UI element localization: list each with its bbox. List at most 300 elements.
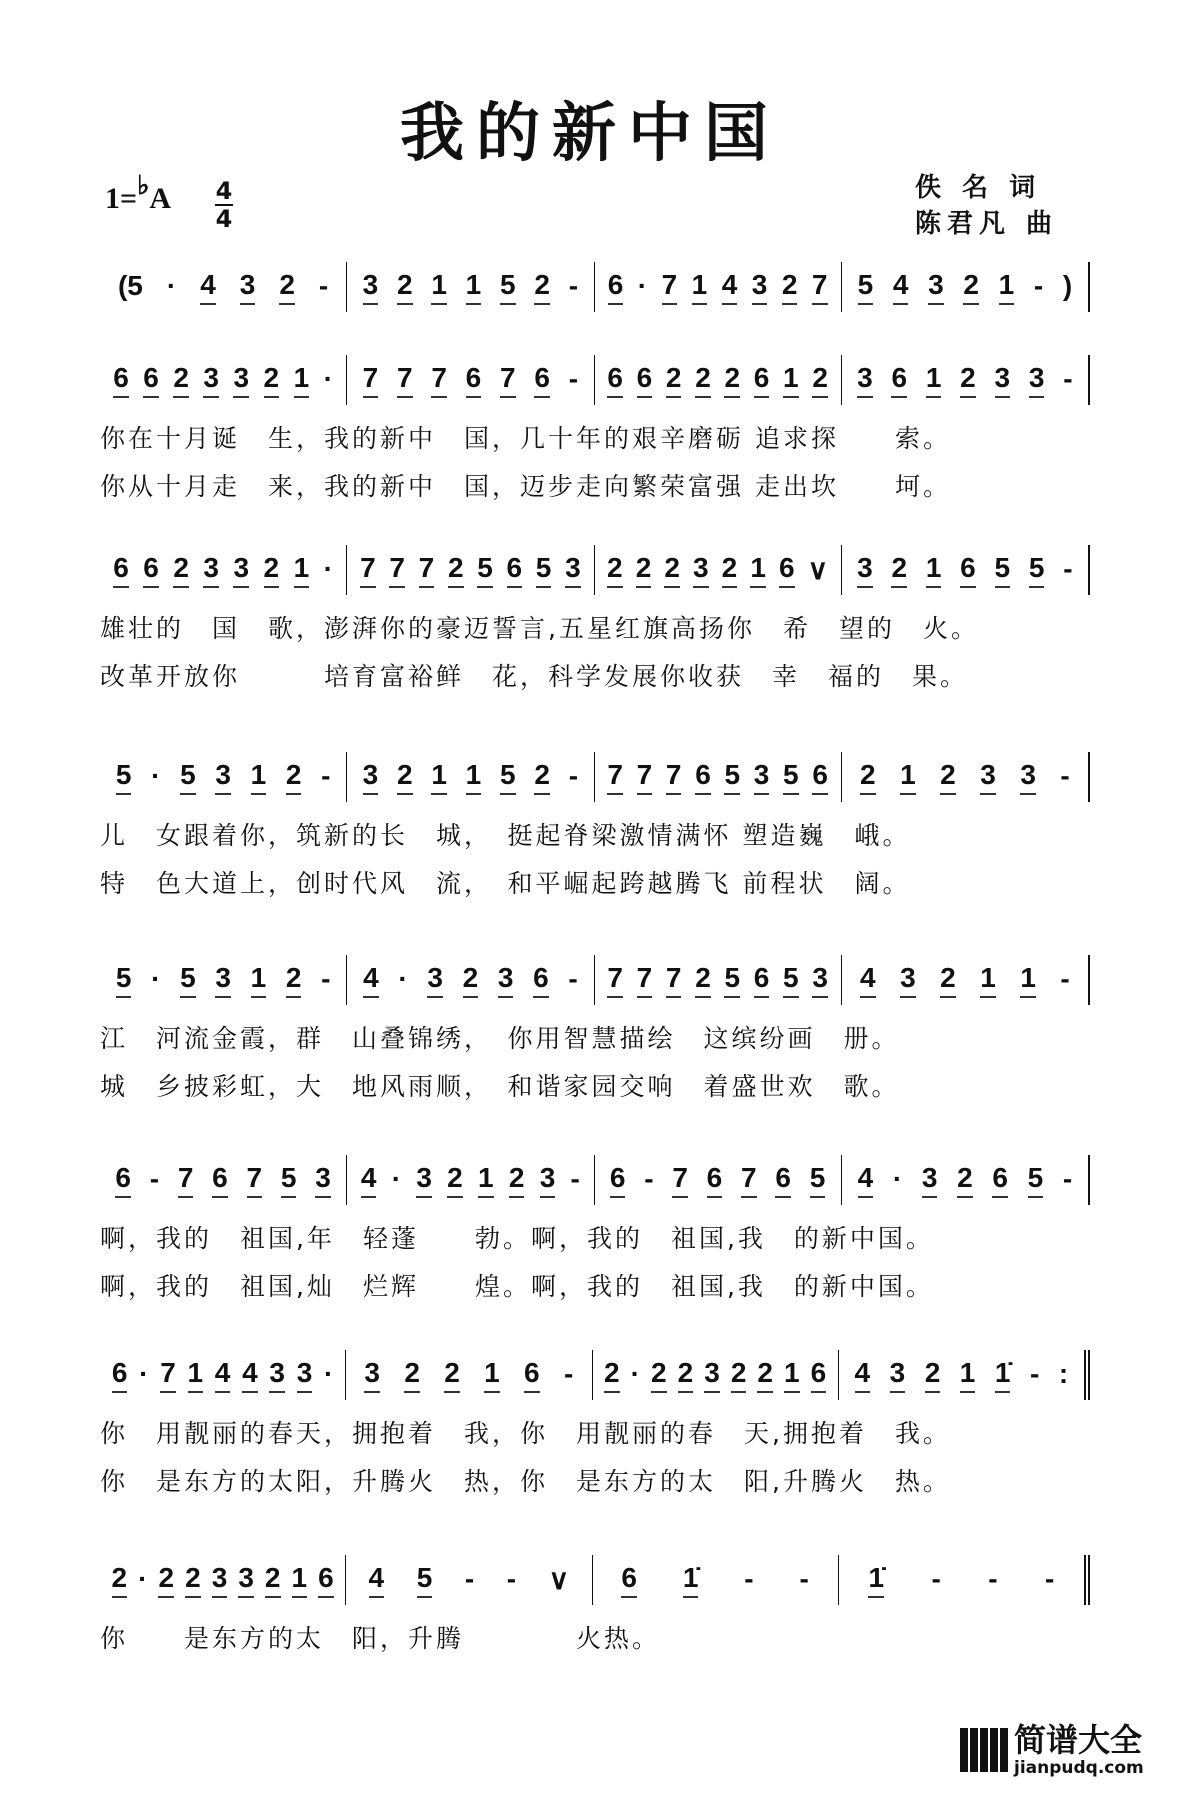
measure	[842, 545, 1088, 595]
lyric-line: 你从十月走 来，我的新中 国，迈步走向繁荣富强 走出坎 坷。	[100, 472, 951, 501]
note: 1	[692, 269, 708, 305]
note: 2	[963, 269, 979, 305]
staff-line	[100, 1155, 1090, 1205]
note: 3	[363, 269, 379, 305]
note: 7	[672, 1162, 688, 1198]
note: ·	[391, 1163, 402, 1194]
note: -	[568, 363, 579, 394]
note: ·	[398, 963, 408, 994]
note: 2	[940, 962, 956, 998]
note: 1̇	[995, 1357, 1011, 1393]
measure	[347, 262, 594, 312]
note: 7	[637, 759, 653, 795]
note: 6	[507, 552, 523, 588]
note: 7	[363, 362, 379, 398]
note: 5	[477, 552, 493, 588]
note: 7	[389, 552, 405, 588]
note: ·	[151, 963, 161, 994]
note: 1	[484, 1357, 500, 1393]
note: -	[570, 1163, 580, 1194]
note: -	[149, 1163, 160, 1194]
note: 7	[812, 269, 828, 305]
note: 7	[741, 1162, 757, 1198]
note: 1	[294, 552, 310, 588]
note: -	[988, 1563, 998, 1594]
note: 2	[397, 269, 413, 305]
note: 6	[143, 362, 159, 398]
note: 1	[466, 759, 482, 795]
measure	[595, 955, 842, 1005]
staff-line	[100, 262, 1090, 312]
note: 3	[363, 759, 379, 795]
note: 6	[524, 1357, 540, 1393]
measure	[100, 1350, 346, 1400]
lyric-line: 你在十月诞 生，我的新中 国，几十年的艰辛磨砺 追求探 索。	[100, 424, 951, 453]
note: 1̇	[683, 1562, 699, 1598]
measure	[842, 355, 1088, 405]
note: 3	[980, 759, 996, 795]
note: 2	[604, 1357, 620, 1393]
note: 7	[666, 759, 682, 795]
note: 6	[610, 1162, 626, 1198]
measure	[842, 262, 1088, 312]
note: 6	[992, 1162, 1008, 1198]
note: 2	[185, 1562, 201, 1598]
lyric-line: 儿 女跟着你，筑新的长 城， 挺起脊梁激情满怀 塑造巍 峨。	[100, 821, 911, 850]
note: 3	[212, 1562, 228, 1598]
note: -	[321, 760, 331, 791]
note: 6	[212, 1162, 228, 1198]
note: 2	[112, 1562, 128, 1598]
note: 4	[215, 1357, 231, 1393]
measure	[347, 1155, 594, 1205]
note: 3	[364, 1357, 380, 1393]
note: 7	[666, 962, 682, 998]
note: 5	[810, 1162, 826, 1198]
measure	[346, 1555, 592, 1605]
note: 1	[251, 962, 267, 998]
note: 2	[940, 759, 956, 795]
note: 3	[238, 1562, 254, 1598]
note: 4	[363, 962, 379, 998]
lyric-line: 你 是东方的太阳，升腾火 热，你 是东方的太 阳,升腾火 热。	[100, 1467, 951, 1496]
music-system	[100, 355, 1090, 501]
lyric-line: 啊，我的 祖国,灿 烂辉 煌。啊，我的 祖国,我 的新中国。	[100, 1272, 934, 1301]
note: ·	[637, 270, 648, 301]
measure	[347, 752, 594, 802]
note: 2	[447, 1162, 463, 1198]
note: 5	[500, 759, 516, 795]
note: 3	[565, 552, 581, 588]
time-top: 4	[215, 177, 233, 205]
note: 2	[264, 552, 280, 588]
note: 3	[315, 1162, 331, 1198]
note: 3	[752, 269, 768, 305]
note: 6	[115, 1162, 131, 1198]
music-system	[100, 262, 1090, 312]
key-prefix: 1=	[105, 182, 138, 215]
note: 5	[783, 962, 799, 998]
note: 2	[664, 552, 680, 588]
note: 2	[173, 552, 189, 588]
note: 5	[417, 1562, 433, 1598]
piano-icon	[960, 1728, 1008, 1772]
note: 2	[448, 552, 464, 588]
note: -	[506, 1563, 517, 1594]
note: -	[931, 1563, 941, 1594]
note: -	[568, 270, 579, 301]
note: 6	[754, 362, 770, 398]
measure	[839, 1350, 1084, 1400]
note: 3	[754, 759, 770, 795]
note: 7	[500, 362, 516, 398]
note: 5	[180, 759, 196, 795]
note: 1	[478, 1162, 494, 1198]
note: 2	[534, 269, 550, 305]
note: ·	[139, 1358, 149, 1389]
lyric-line: 你 用靓丽的春天，拥抱着 我，你 用靓丽的春 天,拥抱着 我。	[100, 1419, 951, 1448]
note: 5	[1028, 1162, 1044, 1198]
key-signature	[105, 171, 172, 216]
note: 5	[995, 552, 1011, 588]
note: 2	[463, 962, 479, 998]
measure	[100, 955, 347, 1005]
note: 2	[695, 362, 711, 398]
note: 1	[431, 269, 447, 305]
note: 3	[890, 1357, 906, 1393]
note: 6	[621, 1562, 637, 1598]
note: 6	[811, 1357, 827, 1393]
measure	[842, 955, 1088, 1005]
logo-name: 简谱大全	[1014, 1721, 1143, 1759]
note: 2	[397, 759, 413, 795]
staff-line	[100, 545, 1090, 595]
note: 6	[695, 759, 711, 795]
note: 7	[662, 269, 678, 305]
measure	[346, 1350, 592, 1400]
note: 6	[533, 962, 549, 998]
note: 3	[922, 1162, 938, 1198]
note: 1	[784, 1357, 800, 1393]
note: 6	[754, 962, 770, 998]
measure	[347, 545, 594, 595]
note: 3	[203, 552, 219, 588]
staff-line	[100, 1350, 1090, 1400]
note: 3	[1029, 362, 1045, 398]
measure	[100, 355, 347, 405]
note: 3	[203, 362, 219, 398]
note: :	[1058, 1358, 1069, 1389]
time-signature	[215, 178, 233, 232]
note: (5	[117, 270, 143, 301]
note: ∨	[807, 553, 829, 585]
note: 6	[143, 552, 159, 588]
note: 7	[360, 552, 376, 588]
note: -	[744, 1563, 754, 1594]
note: 6	[891, 362, 907, 398]
note: 6	[637, 362, 653, 398]
site-logo	[960, 1722, 1144, 1778]
music-system	[100, 1555, 1090, 1653]
staff-line	[100, 1555, 1090, 1605]
note: 1	[292, 1562, 308, 1598]
note: 1	[750, 552, 766, 588]
measure	[347, 955, 594, 1005]
note: 7	[607, 962, 623, 998]
note: 3	[704, 1357, 720, 1393]
measure	[595, 752, 842, 802]
note: -	[1060, 760, 1070, 791]
note: 6	[775, 1162, 791, 1198]
note: 2	[666, 362, 682, 398]
note: 2	[891, 552, 907, 588]
music-system	[100, 955, 1090, 1101]
note: 3	[857, 362, 873, 398]
lyric-line: 城 乡披彩虹，大 地风雨顺， 和谐家园交响 着盛世欢 歌。	[100, 1072, 900, 1101]
lyric-line: 特 色大道上，创时代风 流， 和平崛起跨越腾飞 前程状 阔。	[100, 869, 911, 898]
note: 3	[812, 962, 828, 998]
note: 6	[113, 552, 129, 588]
note: 2	[678, 1357, 694, 1393]
note: 2	[158, 1562, 174, 1598]
note: ·	[166, 270, 177, 301]
note: 1	[188, 1357, 204, 1393]
note: 4	[858, 1162, 874, 1198]
note: 5	[116, 962, 132, 998]
note: 2	[404, 1357, 420, 1393]
note: 1	[783, 362, 799, 398]
flat-icon: ♭	[137, 171, 150, 200]
measure	[593, 1350, 839, 1400]
note: 2	[279, 269, 295, 305]
note: -	[1063, 363, 1073, 394]
music-system	[100, 752, 1090, 898]
song-title: 我的新中国	[400, 96, 780, 171]
note: 2	[286, 962, 302, 998]
note: 2	[925, 1357, 941, 1393]
note: 7	[397, 362, 413, 398]
measure	[595, 1155, 842, 1205]
note: 2	[695, 962, 711, 998]
music-system	[100, 1155, 1090, 1301]
note: 7	[419, 552, 435, 588]
note: ·	[151, 760, 161, 791]
note: 2	[757, 1357, 773, 1393]
measure	[100, 262, 347, 312]
note: 3	[498, 962, 514, 998]
note: 1	[900, 759, 916, 795]
measure	[100, 752, 347, 802]
note: 3	[215, 759, 231, 795]
note: ·	[138, 1563, 148, 1594]
note: 3	[857, 552, 873, 588]
note: 2	[722, 552, 738, 588]
measure	[595, 545, 842, 595]
note: 2	[636, 552, 652, 588]
note: 3	[215, 962, 231, 998]
note: 1	[294, 362, 310, 398]
note: 7	[160, 1357, 176, 1393]
note: 3	[427, 962, 443, 998]
note: 2	[731, 1357, 747, 1393]
note: 4	[722, 269, 738, 305]
note: 6	[779, 552, 795, 588]
note: 3	[540, 1162, 556, 1198]
note: 4	[361, 1162, 377, 1198]
lyric-line: 你 是东方的太 阳，升腾 火热。	[100, 1624, 661, 1653]
note: 7	[247, 1162, 263, 1198]
note: 2	[607, 552, 623, 588]
note: 6	[812, 759, 828, 795]
note: 1	[926, 362, 942, 398]
note: 1	[431, 759, 447, 795]
lyric-line: 江 河流金霞，群 山叠锦绣， 你用智慧描绘 这缤纷画 册。	[100, 1024, 900, 1053]
note: 3	[233, 552, 249, 588]
lyric-line: 雄壮的 国 歌，澎湃你的豪迈誓言,五星红旗高扬你 希 望的 火。	[100, 614, 979, 643]
lyric-line: 啊，我的 祖国,年 轻蓬 勃。啊，我的 祖国,我 的新中国。	[100, 1224, 934, 1253]
note: 5	[724, 962, 740, 998]
note: 3	[416, 1162, 432, 1198]
note: -	[1029, 1358, 1040, 1389]
note: ·	[323, 553, 333, 584]
note: 5	[783, 759, 799, 795]
note: 4	[893, 269, 909, 305]
note: -	[318, 270, 329, 301]
note: 1	[980, 962, 996, 998]
note: 1	[999, 269, 1015, 305]
note: 6	[534, 362, 550, 398]
note: 6	[707, 1162, 723, 1198]
note: -	[644, 1163, 654, 1194]
note: -	[563, 1358, 574, 1389]
note: 6	[608, 269, 624, 305]
measure	[100, 1155, 347, 1205]
note: 5	[536, 552, 552, 588]
note: 1̇	[868, 1562, 884, 1598]
key-note: A	[149, 182, 172, 215]
note: 2	[286, 759, 302, 795]
note: 3	[240, 269, 256, 305]
measure	[100, 1555, 346, 1605]
staff-line	[100, 955, 1090, 1005]
note: 1	[466, 269, 482, 305]
note: 3	[233, 362, 249, 398]
note: 7	[431, 362, 447, 398]
note: ·	[892, 1163, 903, 1194]
note: 2	[782, 269, 798, 305]
note: 6	[318, 1562, 334, 1598]
note: 3	[900, 962, 916, 998]
note: 2	[173, 362, 189, 398]
note: -	[1063, 553, 1073, 584]
note: 1	[960, 1357, 976, 1393]
music-system	[100, 545, 1090, 691]
note: 2	[724, 362, 740, 398]
note: ·	[323, 1358, 334, 1389]
note: 3	[928, 269, 944, 305]
note: ·	[323, 363, 333, 394]
lyric-line: 改革开放你 培育富裕鲜 花，科学发展你收获 幸 福的 果。	[100, 662, 969, 691]
note: 5	[281, 1162, 297, 1198]
note: 3	[269, 1357, 285, 1393]
note: 5	[116, 759, 132, 795]
note: 1	[251, 759, 267, 795]
note: 3	[297, 1357, 313, 1393]
note: -	[1060, 963, 1070, 994]
measure	[100, 545, 347, 595]
note: 6	[607, 362, 623, 398]
credits	[915, 170, 1058, 242]
measure	[595, 355, 842, 405]
note: 2	[534, 759, 550, 795]
note: 4	[200, 269, 216, 305]
measure	[593, 1555, 839, 1605]
note: 4	[369, 1562, 385, 1598]
note: 2	[651, 1357, 667, 1393]
note: 2	[444, 1357, 460, 1393]
note: 3	[1020, 759, 1036, 795]
measure	[595, 262, 842, 312]
note: -	[464, 1563, 475, 1594]
note: ·	[630, 1358, 640, 1389]
composer: 陈君凡 曲	[915, 209, 1059, 239]
note: 3	[693, 552, 709, 588]
note: 2	[860, 759, 876, 795]
note: 5	[724, 759, 740, 795]
logo-url: jianpudq.com	[1014, 1758, 1144, 1778]
note: 7	[637, 962, 653, 998]
note: 4	[242, 1357, 258, 1393]
note: 4	[860, 962, 876, 998]
note: 3	[995, 362, 1011, 398]
note: -	[1044, 1563, 1055, 1594]
measure	[839, 1555, 1084, 1605]
note: 2	[960, 362, 976, 398]
note: 2	[264, 362, 280, 398]
note: 2	[957, 1162, 973, 1198]
music-system	[100, 1350, 1090, 1496]
note: 6	[960, 552, 976, 588]
note: 2	[265, 1562, 281, 1598]
note: 5	[1029, 552, 1045, 588]
note: 2	[509, 1162, 525, 1198]
note: -	[568, 963, 578, 994]
note: 5	[180, 962, 196, 998]
note: 5	[500, 269, 516, 305]
note: -	[1062, 1163, 1073, 1194]
note: 4	[855, 1357, 871, 1393]
note: 1	[1020, 962, 1036, 998]
note: 6	[466, 362, 482, 398]
note: 6	[113, 362, 129, 398]
note: -	[799, 1563, 809, 1594]
note: ∨	[548, 1563, 570, 1595]
note: 1	[926, 552, 942, 588]
note: 7	[178, 1162, 194, 1198]
note: )	[1062, 270, 1073, 301]
staff-line	[100, 752, 1090, 802]
lyricist: 佚 名 词	[915, 173, 1042, 203]
time-bottom: 4	[215, 205, 233, 233]
measure	[347, 355, 594, 405]
note: 7	[607, 759, 623, 795]
note: 6	[112, 1357, 128, 1393]
note: -	[1033, 270, 1044, 301]
measure	[842, 1155, 1088, 1205]
measure	[842, 752, 1088, 802]
note: -	[568, 760, 579, 791]
note: 5	[858, 269, 874, 305]
